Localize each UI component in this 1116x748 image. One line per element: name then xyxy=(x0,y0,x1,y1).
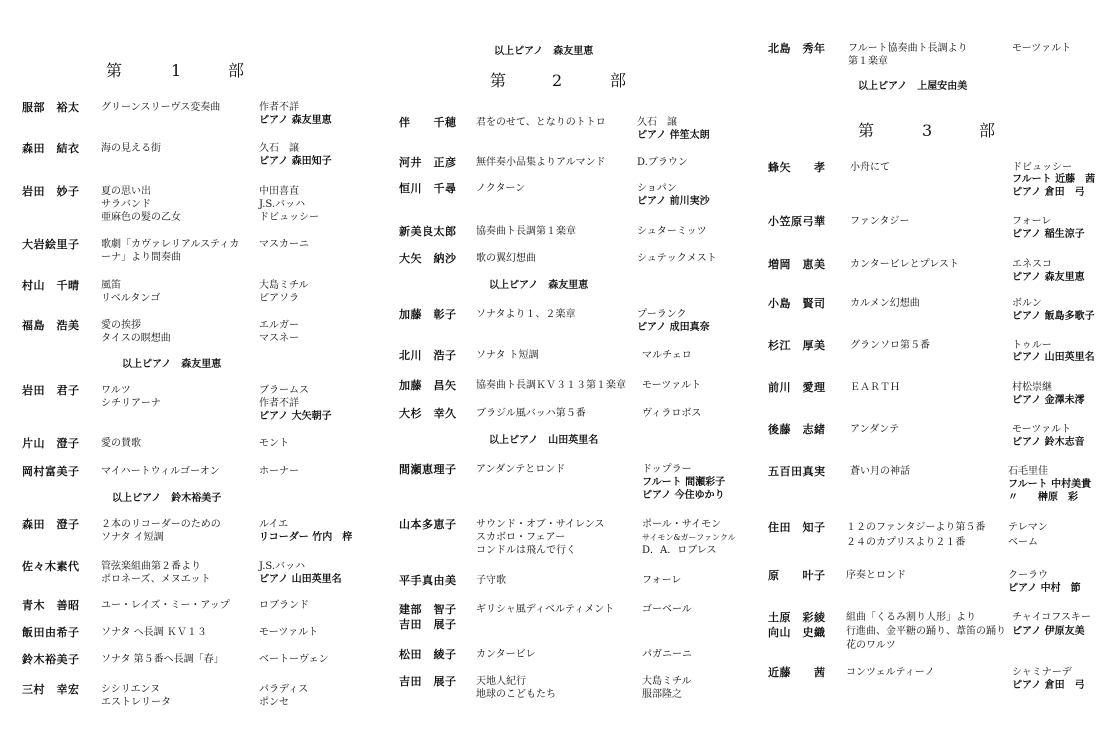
piece-title: 序奏とロンド xyxy=(846,570,906,581)
piece-title: 花のワルツ xyxy=(846,640,896,651)
composer: ゴーベール xyxy=(642,604,692,615)
performer-name: 近藤 茜 xyxy=(768,666,826,679)
part3-heading-dai: 第 xyxy=(858,121,875,140)
performer-name: 森田 結衣 xyxy=(22,142,80,155)
performer-name: 恒川 千尋 xyxy=(399,182,457,195)
accompanist: ピアノ 森友里恵 xyxy=(1012,272,1085,283)
performer-name: 間瀬恵理子 xyxy=(399,463,457,476)
accompanist: ピアノ 大矢朝子 xyxy=(259,411,332,422)
composer: J.S.バッハ xyxy=(259,561,306,572)
composer: モーツァルト xyxy=(1012,424,1072,435)
composer: ショパン xyxy=(637,183,677,194)
composer: ドップラー xyxy=(642,464,692,475)
piece-title: 地球のこどもたち xyxy=(476,689,556,700)
part2-heading-dai: 第 xyxy=(490,71,507,90)
piece-title: 愛の挨拶 xyxy=(101,320,141,331)
performer-name: 北川 浩子 xyxy=(399,349,457,362)
part1-heading-num: 1 xyxy=(171,61,182,80)
accompanist: ピアノ 伊原友美 xyxy=(1012,626,1085,637)
piece-title: ２本のリコーダーのための xyxy=(101,519,221,530)
accompanist-note: 以上ピアノ 山田英里名 xyxy=(489,435,599,446)
composer: D.ブラウン xyxy=(637,157,688,168)
performer-name: 森田 澄子 xyxy=(22,518,80,531)
composer: ポンセ xyxy=(259,697,289,708)
composer: ルイエ xyxy=(259,519,289,530)
accompanist-note: 以上ピアノ 鈴木裕美子 xyxy=(112,493,222,504)
composer: 石毛里佳 xyxy=(1008,466,1048,477)
composer: ホーナー xyxy=(259,466,299,477)
piece-title: グランソロ第５番 xyxy=(850,340,930,351)
performer-name: 飯田由希子 xyxy=(22,626,80,639)
performer-name: 岡村富美子 xyxy=(22,465,80,478)
piece-title: コンドルは飛んで行く xyxy=(476,545,576,556)
composer: 作者不詳 xyxy=(259,102,299,113)
performer-name: 岩田 君子 xyxy=(22,384,80,397)
accompanist: ピアノ 前川実沙 xyxy=(637,196,710,207)
performer-name: 小笠原弓華 xyxy=(768,215,826,228)
composer: パガニーニ xyxy=(642,649,692,660)
performer-name: 大杉 幸久 xyxy=(399,407,457,420)
accompanist: ピアノ 倉田 弓 xyxy=(1012,187,1085,198)
piece-title: リベルタンゴ xyxy=(101,293,161,304)
composer: 服部隆之 xyxy=(642,689,682,700)
composer: D．A．ロブレス xyxy=(642,545,717,556)
performer-name: 住田 知子 xyxy=(768,521,826,534)
performer-name: 加藤 昌矢 xyxy=(399,379,457,392)
accompanist: ピアノ 飯島多歌子 xyxy=(1012,311,1095,322)
performer-name: 村山 千晴 xyxy=(22,279,80,292)
piece-title: 無伴奏小品集よりアルマンド xyxy=(476,157,606,168)
piece-title: フルート協奏曲ト長調より xyxy=(848,43,968,54)
performer-name: 蜂矢 孝 xyxy=(768,161,826,174)
accompanist: フルート 中村美貴 xyxy=(1008,479,1092,490)
composer: シュテックメスト xyxy=(637,253,717,264)
part1-heading-bu: 部 xyxy=(228,61,245,80)
piece-title: 夏の思い出 xyxy=(101,186,151,197)
composer: シュターミッツ xyxy=(637,226,707,237)
performer-name: 伴 千穂 xyxy=(399,116,457,129)
performer-name: 吉田 展子 xyxy=(399,618,457,631)
performer-name: 平手真由美 xyxy=(399,574,457,587)
composer: マスネー xyxy=(259,333,299,344)
composer: マルチェロ xyxy=(642,350,692,361)
piece-title: ブラジル風バッハ第５番 xyxy=(476,408,586,419)
performer-name: 岩田 妙子 xyxy=(22,185,80,198)
performer-name: 建部 智子 xyxy=(399,603,457,616)
piece-title: 愛の賛歌 xyxy=(101,438,141,449)
piece-title: 天地人紀行 xyxy=(476,676,526,687)
composer: ピアソラ xyxy=(259,293,299,304)
performer-name: 小島 賢司 xyxy=(768,297,826,310)
performer-name: 加藤 彰子 xyxy=(399,308,457,321)
part2-heading-bu: 部 xyxy=(610,71,627,90)
performer-name: 前川 愛理 xyxy=(768,381,826,394)
accompanist: ピアノ 山田英里名 xyxy=(1012,352,1095,363)
piece-title: 歌劇「カヴァレリアルスティカ xyxy=(101,239,240,250)
composer: フォーレ xyxy=(642,575,682,586)
composer: ドビュッシー xyxy=(259,212,319,223)
piece-title: ユー・レイズ・ミー・アップ xyxy=(101,600,230,611)
performer-name: 松田 綾子 xyxy=(399,648,457,661)
piece-title: ワルツ xyxy=(101,385,131,396)
accompanist-note: 以上ピアノ 上屋安由美 xyxy=(858,81,968,92)
performer-name: 青木 善昭 xyxy=(22,599,80,612)
composer: モーツァルト xyxy=(259,627,319,638)
composer: J.S.バッハ xyxy=(259,199,306,210)
piece-title: 管弦楽組曲第２番より xyxy=(101,561,201,572)
performer-name: 原 叶子 xyxy=(768,569,826,582)
part1-heading-dai: 第 xyxy=(106,61,123,80)
composer: 大島ミチル xyxy=(259,280,309,291)
accompanist: ピアノ 伴笙太朗 xyxy=(637,130,710,141)
piece-title: 組曲「くるみ割り人形」より xyxy=(846,612,976,623)
part3-heading-num: 3 xyxy=(922,121,933,140)
accompanist: ピアノ 森友里恵 xyxy=(259,115,332,126)
accompanist: 〃 榊原 彩 xyxy=(1008,492,1078,503)
accompanist: フルート 間瀬彩子 xyxy=(642,477,726,488)
piece-title: ノクターン xyxy=(476,183,526,194)
composer: 大島ミチル xyxy=(642,676,692,687)
piece-title: ファンタジー xyxy=(850,216,910,227)
accompanist: ピアノ 稲生涼子 xyxy=(1012,229,1085,240)
accompanist: ピアノ 山田英里名 xyxy=(259,574,342,585)
performer-name: 後藤 志緒 xyxy=(768,423,826,436)
piece-title: ソナタ へ長調 ＫＶ１３ xyxy=(101,627,207,638)
piece-title: 風笛 xyxy=(101,280,121,291)
composer: チャイコフスキー xyxy=(1012,612,1091,623)
performer-name: 向山 史織 xyxy=(768,626,826,639)
composer: モーツァルト xyxy=(1012,43,1072,54)
piece-title: カンタービレ xyxy=(476,649,536,660)
piece-title: ポロネーズ、メヌエット xyxy=(101,574,211,585)
composer: ボルン xyxy=(1012,298,1042,309)
composer: マスカーニ xyxy=(259,239,309,250)
piece-title: コンツェルティーノ xyxy=(846,667,935,678)
piece-title: 協奏曲ト長調第１楽章 xyxy=(476,226,576,237)
performer-name: 大岩絵里子 xyxy=(22,238,80,251)
piece-title: ギリシャ風ディベルティメント xyxy=(476,604,615,615)
part3-heading-bu: 部 xyxy=(979,121,996,140)
piece-title: 君をのせて、となりのトトロ xyxy=(476,117,606,128)
composer: ベートーヴェン xyxy=(259,654,329,665)
composer: ブラームス xyxy=(259,385,309,396)
performer-name: 増岡 恵美 xyxy=(768,258,826,271)
piece-title: サラバンド xyxy=(101,199,151,210)
performer-name: 吉田 展子 xyxy=(399,675,457,688)
composer: エネスコ xyxy=(1012,259,1052,270)
piece-title: 亜麻色の髪の乙女 xyxy=(101,212,181,223)
composer: 久石 譲 xyxy=(637,117,677,128)
piece-title: 歌の翼幻想曲 xyxy=(476,253,536,264)
performer-name: 杉江 厚美 xyxy=(768,339,826,352)
accompanist: リコーダー 竹内 梓 xyxy=(259,532,353,543)
accompanist: ピアノ 金澤未澪 xyxy=(1012,395,1085,406)
composer: パラディス xyxy=(259,684,309,695)
composer: シャミナーデ xyxy=(1012,667,1072,678)
performer-name: 河井 正彦 xyxy=(399,156,457,169)
piece-title: グリーンスリーヴス変奏曲 xyxy=(101,102,221,113)
piece-title: アンダンテ xyxy=(850,424,900,435)
accompanist: ピアノ 鈴木志音 xyxy=(1012,437,1085,448)
piece-title: カンタービレとプレスト xyxy=(850,259,959,270)
piece-title: 海の見える街 xyxy=(101,143,161,154)
piece-title: カルメン幻想曲 xyxy=(850,298,920,309)
performer-name: 三村 幸宏 xyxy=(22,683,80,696)
performer-name: 五百田真実 xyxy=(768,465,826,478)
piece-title: アンダンテとロンド xyxy=(476,464,566,475)
accompanist: ピアノ 倉田 弓 xyxy=(1012,680,1085,691)
composer: 中田喜直 xyxy=(259,186,299,197)
composer: モーツァルト xyxy=(642,380,702,391)
accompanist: ピアノ 今住ゆかり xyxy=(642,490,725,501)
piece-title: １２のファンタジーより第５番 xyxy=(846,522,986,533)
composer: ドビュッシー xyxy=(1012,162,1072,173)
part2-heading-num: 2 xyxy=(552,71,563,90)
composer: エルガー xyxy=(259,320,299,331)
accompanist: ピアノ 中村 節 xyxy=(1008,583,1081,594)
piece-title: 蒼い月の神話 xyxy=(850,466,910,477)
accompanist-note: 以上ピアノ 森友里恵 xyxy=(489,280,589,291)
piece-title: エストレリータ xyxy=(101,697,171,708)
performer-name: 佐々木素代 xyxy=(22,560,80,573)
piece-title: ＥＡＲＴＨ xyxy=(850,382,900,393)
composer: ポール・サイモン xyxy=(642,519,722,530)
piece-title: 協奏曲ト長調ＫＶ３１３第１楽章 xyxy=(476,380,626,391)
piece-title: ソナタ イ短調 xyxy=(101,532,164,543)
performer-name: 山本多恵子 xyxy=(399,518,457,531)
performer-name: 片山 澄子 xyxy=(22,437,80,450)
composer: フォーレ xyxy=(1012,216,1052,227)
composer: 久石 譲 xyxy=(259,143,299,154)
piece-title: マイハートウィルゴーオン xyxy=(101,466,220,477)
accompanist: ピアノ 森田知子 xyxy=(259,156,332,167)
piece-title: ソナタ 第５番へ長調「春」 xyxy=(101,654,224,665)
performer-name: 服部 裕太 xyxy=(22,101,80,114)
piece-title: シチリアーナ xyxy=(101,398,161,409)
piece-title: ーナ」より間奏曲 xyxy=(101,252,181,263)
composer: トゥルー xyxy=(1012,340,1052,351)
piece-title: 第１楽章 xyxy=(848,56,888,67)
composer: プーランク xyxy=(637,309,687,320)
composer: 村松崇継 xyxy=(1012,382,1052,393)
composer: モント xyxy=(259,438,289,449)
piece-title: サウンド・オブ・サイレンス xyxy=(476,519,605,530)
composer: テレマン xyxy=(1008,522,1048,533)
composer: 作者不詳 xyxy=(259,398,299,409)
performer-name: 鈴木裕美子 xyxy=(22,653,80,666)
piece-title: ソナタ ト短調 xyxy=(476,350,539,361)
piece-title: 子守歌 xyxy=(476,575,506,586)
accompanist-note: 以上ピアノ 森友里恵 xyxy=(122,359,222,370)
performer-name: 新美良太郎 xyxy=(399,225,457,238)
piece-title: ソナタより１、２楽章 xyxy=(476,309,576,320)
accompanist: フルート 近藤 茜 xyxy=(1012,174,1096,185)
piece-title: タイスの瞑想曲 xyxy=(101,333,171,344)
composer: ヴィラロボス xyxy=(642,408,702,419)
composer: ロブランド xyxy=(259,600,309,611)
piece-title: スカボロ・フェアー xyxy=(476,532,566,543)
performer-name: 北島 秀年 xyxy=(768,42,826,55)
piece-title: 行進曲、金平糖の踊り、葦笛の踊り xyxy=(846,626,1006,637)
performer-name: 福島 浩美 xyxy=(22,319,80,332)
composer: クーラウ xyxy=(1008,570,1048,581)
piece-title: シシリエンヌ xyxy=(101,684,161,695)
performer-name: 土原 彩綾 xyxy=(768,611,826,624)
accompanist-note: 以上ピアノ 森友里恵 xyxy=(494,46,594,57)
performer-name: 大矢 納沙 xyxy=(399,252,457,265)
composer: ベーム xyxy=(1008,537,1038,548)
piece-title: 小舟にて xyxy=(850,162,890,173)
accompanist: ピアノ 成田真奈 xyxy=(637,322,710,333)
composer: サイモン&ガーファンクル xyxy=(642,533,736,542)
piece-title: ２４のカプリスより２１番 xyxy=(846,537,966,548)
